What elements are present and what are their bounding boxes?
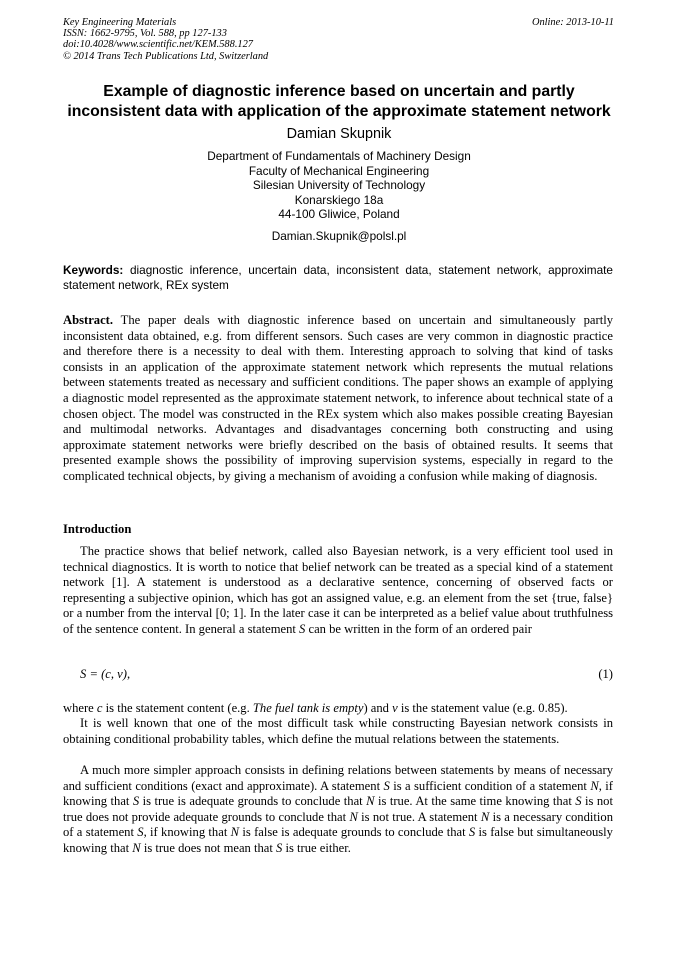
title-line-2: inconsistent data with application of the approximate statement network bbox=[67, 103, 611, 120]
affiliation-block bbox=[40, 149, 638, 222]
abstract-text: The paper deals with diagnostic inference based on uncertain and simultaneously partly inconsistent data obtained, e.g. from different sensors. Such cases are very common in diagnostic practice and therefore there is a necessity to deal with them. Interesting approach to solving that kind of tasks consists in an application of the approximate statement network which represents the mutual relations between statements treated as necessary and sufficient conditions. The paper shows an example of applying a diagnostic model represented as the approximate statement network, to inference about technical state of a chosen object. The model was constructed in the REx system which also makes possible creating Bayesian and multimodal networks. Advantages and disadvantages concerning both constructing and using approximate statement networks were briefly described on the basis of obtained results. It seems that presented example shows the possibility of improving supervision systems, especially in regard to the complicated technical objects, by giving a mechanism of avoiding a confusion while making of diagnosis. bbox=[63, 313, 614, 483]
keywords-text: diagnostic inference, uncertain data, inconsistent data, statement network, approximate statement network, REx system bbox=[63, 263, 613, 292]
doi-line: doi:10.4028/www.scientific.net/KEM.588.127 bbox=[63, 39, 253, 51]
intro-paragraph-3: A much more simpler approach consists in defining relations between statements by means of necessary and sufficient conditions (exact and approximate). A statement S is a sufficient condition of a statement N, if knowing that S is true is adequate grounds to conclude that N is true. At the same time knowing that S is not true does not provide adequate grounds to conclude that N is not true. A statement N is a necessary condition of a statement S, if knowing that N is false is adequate grounds to conclude that S is false but simultaneously knowing that N is true does not mean that S is true either. bbox=[63, 763, 613, 855]
author-name: Damian Skupnik bbox=[286, 126, 392, 142]
issn-line: ISSN: 1662-9795, Vol. 588, pp 127-133 bbox=[63, 28, 227, 40]
intro-paragraph-2: It is well known that one of the most difficult task while constructing Bayesian network consists in obtaining conditional probability tables, which define the mutual relations between the statements. bbox=[63, 716, 613, 746]
affiliation-line: 44-100 Gliwice, Poland bbox=[278, 207, 400, 222]
paper-title bbox=[40, 82, 638, 122]
intro-paragraph-1: The practice shows that belief network, called also Bayesian network, is a very efficient tool used in technical diagnostics. It is worth to notice that belief network can be treated as a special kind of a statement network [1]. A statement is understood as a declarative sentence, concerning of observed facts or representing a subjective opinion, which has got an assigned value, e.g. an element from the set {true, false} or a number from the interval [0; 1]. In the later case it can be interpreted as a belief value about truthfulness of the sentence content. In general a statement S can be written in the form of an ordered pair bbox=[63, 544, 613, 636]
keywords-label: Keywords: bbox=[63, 263, 124, 277]
online-date: Online: 2013-10-11 bbox=[531, 17, 614, 28]
abstract-paragraph bbox=[63, 313, 613, 485]
affiliation-line: Department of Fundamentals of Machinery Design bbox=[207, 149, 471, 163]
abstract-label: Abstract. bbox=[63, 313, 114, 327]
title-line-1: Example of diagnostic inference based on uncertain and partly bbox=[103, 83, 575, 100]
equation-text: S = (c, v) bbox=[80, 667, 127, 681]
author-email[interactable]: Damian.Skupnik@polsl.pl bbox=[271, 229, 407, 243]
journal-header bbox=[63, 17, 268, 62]
affiliation-line: Faculty of Mechanical Engineering bbox=[248, 163, 430, 178]
journal-name: Key Engineering Materials bbox=[63, 17, 177, 28]
section-heading-introduction: Introduction bbox=[63, 522, 132, 536]
copyright-line: © 2014 Trans Tech Publications Ltd, Switzerland bbox=[63, 50, 269, 62]
keywords-block bbox=[63, 263, 613, 292]
equation-1: S = (c, v), (1) bbox=[80, 667, 613, 681]
equation-explanation: where c is the statement content (e.g. The fuel tank is empty) and v is the statement value (e.g. 0.85). bbox=[63, 701, 568, 715]
affiliation-line: Silesian University of Technology bbox=[252, 178, 426, 193]
equation-number: (1) bbox=[598, 667, 613, 681]
affiliation-line: Konarskiego 18a bbox=[294, 192, 384, 207]
